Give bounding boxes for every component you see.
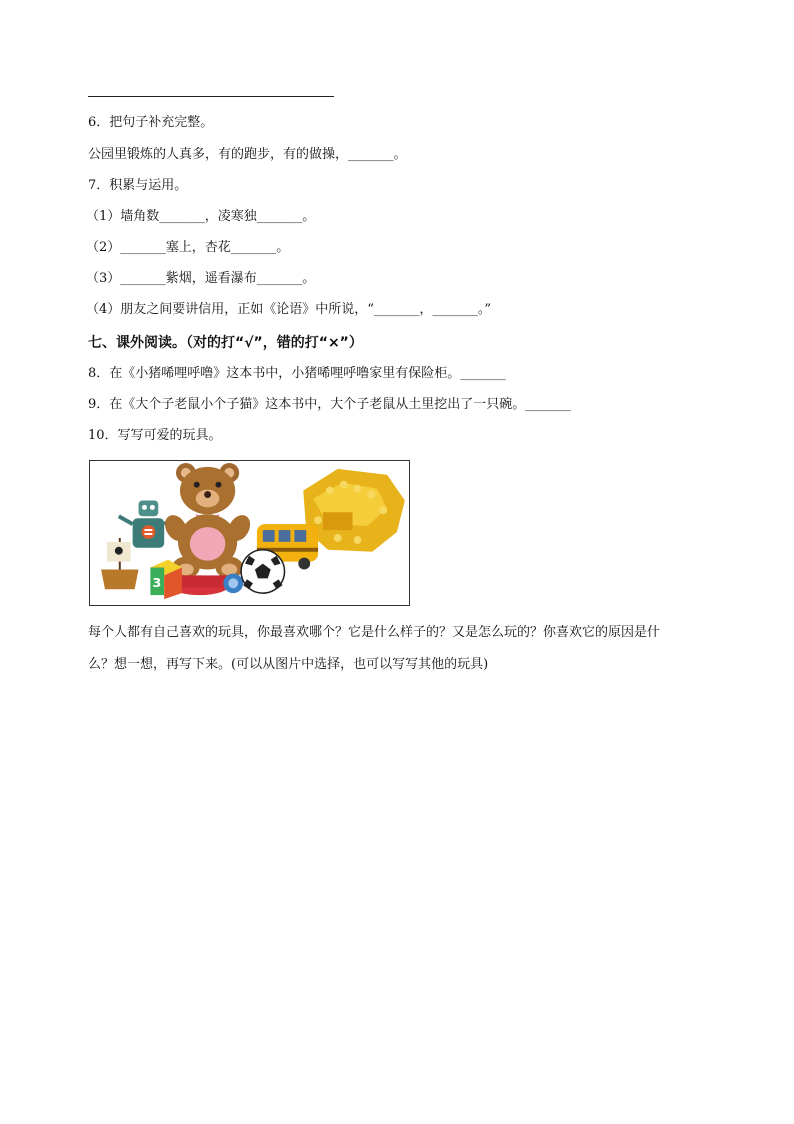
q7-item-2: （2）_______塞上，杏花_______。 <box>86 240 290 255</box>
section-heading: 七、课外阅读。（对的打“√”，错的打“×”） <box>88 335 363 351</box>
q7-title: 7．积累与运用。 <box>88 178 188 193</box>
q6-sentence: 公园里锻炼的人真多，有的跑步，有的做操，_______。 <box>88 147 407 162</box>
q6-title: 6．把句子补充完整。 <box>88 115 214 130</box>
teddy-bear-image <box>161 463 255 578</box>
q7-item-1: （1）墙角数_______，凌寒独_______。 <box>86 209 316 224</box>
cube-number-label: 3 <box>152 576 162 592</box>
number-cube-image <box>150 560 182 599</box>
toys-illustration <box>89 460 410 606</box>
q10-title: 10．写写可爱的玩具。 <box>88 428 222 443</box>
pirate-ship-image <box>101 538 138 589</box>
q8-text: 8．在《小猪唏哩呼噜》这本书中，小猪唏哩呼噜家里有保险柜。_______ <box>88 366 506 381</box>
q10-paragraph-line-1: 每个人都有自己喜欢的玩具，你最喜欢哪个？它是什么样子的？又是怎么玩的？你喜欢它的原因是什 <box>88 625 661 640</box>
q7-item-4: （4）朋友之间要讲信用，正如《论语》中所说，“_______，_______。” <box>86 302 492 317</box>
lego-bricks-image <box>303 469 405 552</box>
answer-line <box>88 96 334 97</box>
q9-text: 9．在《大个子老鼠小个子猫》这本书中，大个子老鼠从土里挖出了一只碗。_______ <box>88 397 571 412</box>
q10-paragraph-line-2: 么？想一想，再写下来。(可以从图片中选择，也可以写写其他的玩具) <box>88 657 489 672</box>
q7-item-3: （3）_______紫烟，遥看瀑布_______。 <box>86 271 316 286</box>
soccer-ball-image <box>241 550 284 593</box>
